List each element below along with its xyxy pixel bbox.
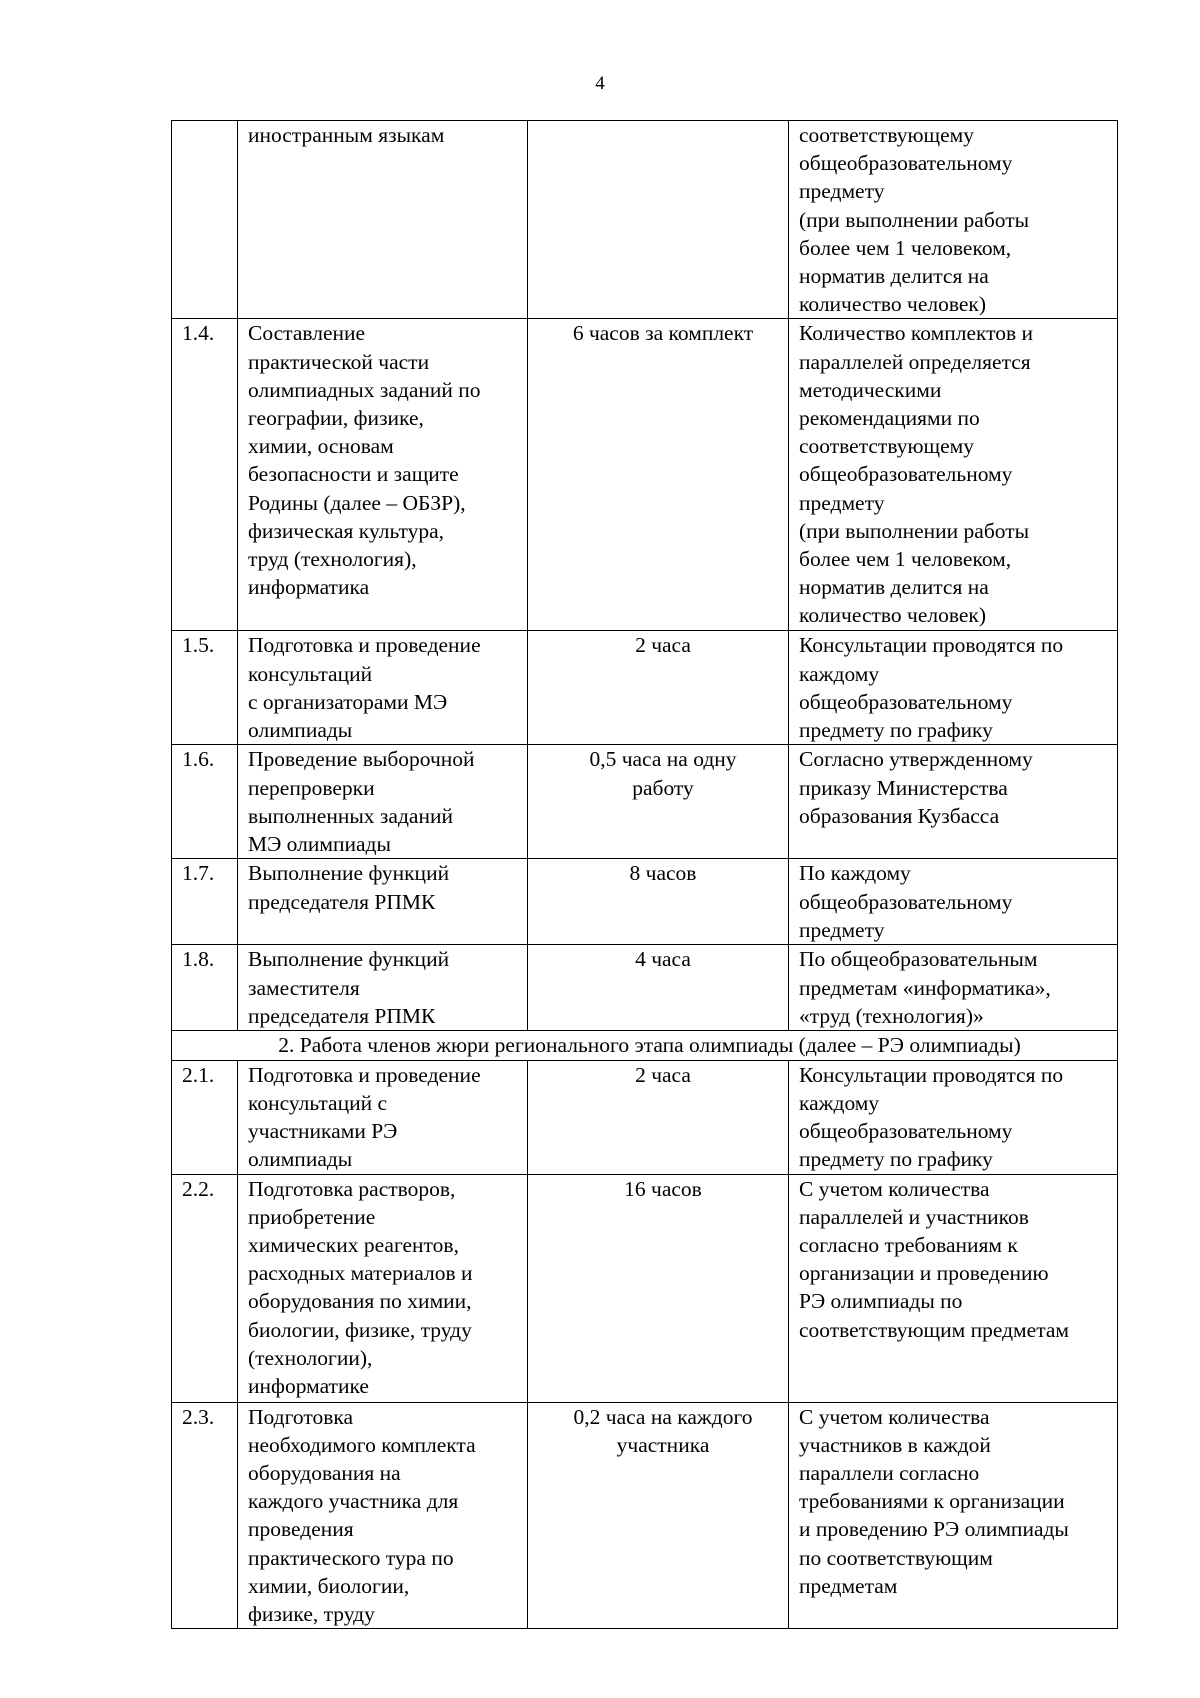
cell-line: работу (632, 775, 694, 800)
row-number: 1.5. (172, 631, 238, 745)
cell-line: 4 часа (635, 947, 691, 972)
norms-table-body-2 (172, 1060, 1118, 1629)
cell-line: Выполнение функций (248, 861, 450, 886)
cell-line: и проведению РЭ олимпиады (799, 1517, 1069, 1542)
cell-line: общеобразовательному (799, 889, 1013, 914)
cell-line: с организаторами МЭ (248, 689, 448, 714)
cell-line: соответствующему (799, 434, 975, 459)
cell-line: предмету по графику (799, 1147, 993, 1172)
cell-line: требованиями к организации (799, 1489, 1065, 1514)
cell-line: более чем 1 человеком, (799, 235, 1012, 260)
cell-line: С учетом количества (799, 1176, 990, 1201)
cell-line: Подготовка (248, 1404, 354, 1429)
cell-line: соответствующим предметам (799, 1317, 1069, 1342)
table-row (172, 1402, 1118, 1629)
cell-line: консультаций (248, 661, 373, 686)
norm-cell (528, 631, 789, 745)
norm-cell (528, 859, 789, 945)
cell-line: предмету по графику (799, 718, 993, 743)
cell-line: олимпиады (248, 1147, 353, 1172)
cell-line: Составление (248, 321, 366, 346)
cell-line: информатике (248, 1374, 369, 1399)
cell-line: (при выполнении работы (799, 207, 1030, 232)
cell-line: параллели согласно (799, 1461, 980, 1486)
cell-line: рекомендациями по (799, 406, 980, 431)
cell-line: параллелей и участников (799, 1204, 1029, 1229)
row-number: 1.4. (172, 319, 238, 631)
cell-line: биологии, физике, труду (248, 1317, 472, 1342)
cell-line: Подготовка и проведение (248, 633, 481, 658)
work-cell (238, 1174, 528, 1402)
cell-line: консультаций с (248, 1090, 388, 1115)
table-row (172, 631, 1118, 745)
cell-line: приобретение (248, 1204, 376, 1229)
cell-line: информатика (248, 575, 370, 600)
cell-line: Консультации проводятся по (799, 633, 1064, 658)
cell-line: каждому (799, 1090, 880, 1115)
cell-line: По общеобразовательным (799, 947, 1038, 972)
cell-line: Проведение выборочной (248, 747, 475, 772)
table-row (172, 745, 1118, 859)
row-number: 1.6. (172, 745, 238, 859)
table-row (172, 945, 1118, 1031)
cell-line: более чем 1 человеком, (799, 547, 1012, 572)
section-header-row (172, 1031, 1118, 1060)
note-cell (789, 859, 1118, 945)
cell-line: олимпиадных заданий по (248, 377, 481, 402)
cell-line: количество человек) (799, 292, 987, 317)
note-cell (789, 121, 1118, 319)
cell-line: расходных материалов и (248, 1261, 473, 1286)
norm-cell (528, 319, 789, 631)
cell-line: по соответствующим (799, 1545, 993, 1570)
cell-line: Подготовка и проведение (248, 1062, 481, 1087)
cell-line: участника (616, 1432, 710, 1457)
cell-line: иностранным языкам (248, 123, 445, 147)
cell-line: физике, труду (248, 1602, 375, 1627)
norm-cell (528, 1174, 789, 1402)
cell-line: организации и проведению (799, 1261, 1049, 1286)
cell-line: химических реагентов, (248, 1233, 459, 1258)
work-cell (238, 121, 528, 319)
cell-line: предмету (799, 490, 885, 515)
cell-line: председателя РПМК (248, 1003, 436, 1028)
section-header: 2. Работа членов жюри регионального этапа олимпиады (далее – РЭ олимпиады) (172, 1031, 1118, 1060)
cell-line: общеобразовательному (799, 689, 1013, 714)
cell-line: каждого участника для (248, 1489, 459, 1514)
cell-line: 16 часов (624, 1176, 702, 1201)
norm-cell (528, 1060, 789, 1174)
norm-cell (528, 1402, 789, 1629)
cell-line: 2 часа (635, 1062, 691, 1087)
cell-line: Выполнение функций (248, 947, 450, 972)
cell-line: проведения (248, 1517, 354, 1542)
work-cell (238, 945, 528, 1031)
cell-line: По каждому (799, 861, 911, 886)
cell-line: участников в каждой (799, 1432, 991, 1457)
cell-line: РЭ олимпиады по (799, 1289, 963, 1314)
table-row (172, 121, 1118, 319)
table-row (172, 1174, 1118, 1402)
cell-line: практической части (248, 349, 430, 374)
cell-line: оборудования на (248, 1461, 401, 1486)
cell-line: образования Кузбасса (799, 803, 1000, 828)
cell-line: (при выполнении работы (799, 518, 1030, 543)
cell-line: Количество комплектов и (799, 321, 1034, 346)
work-cell (238, 1402, 528, 1629)
cell-line: согласно требованиям к (799, 1233, 1018, 1258)
cell-line: заместителя (248, 975, 360, 1000)
cell-line: выполненных заданий (248, 803, 453, 828)
table-row (172, 1060, 1118, 1174)
cell-line: физическая культура, (248, 518, 444, 543)
cell-line: географии, физике, (248, 406, 424, 431)
cell-line: предметам «информатика», (799, 975, 1051, 1000)
cell-line: безопасности и защите (248, 462, 459, 487)
cell-line: участниками РЭ (248, 1119, 398, 1144)
row-number: 1.7. (172, 859, 238, 945)
cell-line: норматив делится на (799, 575, 989, 600)
cell-line: перепроверки (248, 775, 375, 800)
cell-line: методическими (799, 377, 942, 402)
cell-line: химии, биологии, (248, 1573, 410, 1598)
cell-line: предмету (799, 917, 885, 942)
cell-line: практического тура по (248, 1545, 454, 1570)
cell-line: общеобразовательному (799, 462, 1013, 487)
section-2-header-body (172, 1031, 1118, 1060)
cell-line: 6 часов за комплект (572, 321, 754, 346)
cell-line: Консультации проводятся по (799, 1062, 1064, 1087)
cell-line: МЭ олимпиады (248, 832, 391, 857)
norms-table (171, 120, 1118, 1629)
cell-line: каждому (799, 661, 880, 686)
cell-line: общеобразовательному (799, 151, 1013, 176)
norm-cell (528, 945, 789, 1031)
page-number: 4 (595, 73, 605, 94)
work-cell (238, 319, 528, 631)
cell-line: необходимого комплекта (248, 1432, 476, 1457)
row-number: 1.8. (172, 945, 238, 1031)
row-number: 2.3. (172, 1402, 238, 1629)
cell-line: 8 часов (629, 861, 697, 886)
cell-line: (технологии), (248, 1345, 373, 1370)
cell-line: 0,2 часа на каждого (573, 1404, 753, 1429)
cell-line: количество человек) (799, 603, 987, 628)
cell-line: труд (технология), (248, 547, 417, 572)
note-cell (789, 1402, 1118, 1629)
cell-line: норматив делится на (799, 264, 989, 289)
norm-cell (528, 121, 789, 319)
cell-line: общеобразовательному (799, 1119, 1013, 1144)
cell-line: соответствующему (799, 123, 975, 147)
cell-line: Согласно утвержденному (799, 747, 1033, 772)
work-cell (238, 859, 528, 945)
note-cell (789, 1174, 1118, 1402)
cell-line: «труд (технология)» (799, 1003, 984, 1028)
table-row (172, 319, 1118, 631)
note-cell (789, 631, 1118, 745)
cell-line: олимпиады (248, 718, 353, 743)
cell-line: оборудования по химии, (248, 1289, 472, 1314)
cell-line: параллелей определяется (799, 349, 1031, 374)
row-number (172, 121, 238, 319)
note-cell (789, 319, 1118, 631)
work-cell (238, 1060, 528, 1174)
note-cell (789, 745, 1118, 859)
cell-line: председателя РПМК (248, 889, 436, 914)
cell-line: предмету (799, 179, 885, 204)
norm-cell (528, 745, 789, 859)
row-number: 2.1. (172, 1060, 238, 1174)
cell-line: предметам (799, 1573, 898, 1598)
cell-line: химии, основам (248, 434, 394, 459)
note-cell (789, 1060, 1118, 1174)
note-cell (789, 945, 1118, 1031)
cell-line: Родины (далее – ОБЗР), (248, 490, 466, 515)
cell-line: приказу Министерства (799, 775, 1008, 800)
norms-table-body (172, 121, 1118, 1031)
row-number: 2.2. (172, 1174, 238, 1402)
work-cell (238, 631, 528, 745)
cell-line: Подготовка растворов, (248, 1176, 456, 1201)
table-row (172, 859, 1118, 945)
cell-line: 2 часа (635, 633, 691, 658)
cell-line: С учетом количества (799, 1404, 990, 1429)
cell-line: 0,5 часа на одну (589, 747, 737, 772)
work-cell (238, 745, 528, 859)
